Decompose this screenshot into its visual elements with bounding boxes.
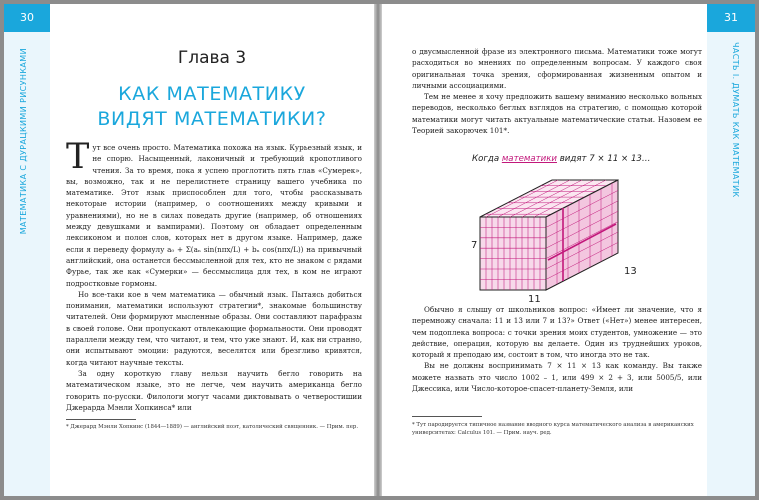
paragraph: о двусмысленной фразе из электронного письма. Математики тоже могут расходиться во мнениях по определенным вопросам. У каждого своя оригинальная точка зрения, сформированная жизненным опытом и личными ассоциациями. (412, 47, 702, 90)
chapter-title-line-2: ВИДЯТ МАТЕМАТИКИ? (97, 108, 327, 130)
book-spine (374, 4, 382, 496)
footnote-rule (66, 419, 136, 420)
right-body-text-top (412, 46, 702, 136)
footnote-left: * Джерард Мэнли Хопкинс (1844—1889) — английский поэт, католический священник. — Прим. пер. (66, 424, 359, 430)
chapter-title-line-1: КАК МАТЕМАТИКУ (118, 83, 306, 105)
paragraph: За одну короткую главу нельзя научить бегло говорить на математическом языке, это не легче, чем научить американца бегло говорить по-русски. Филологи могут часами диктовывать о четверостишии Джерарда Мэнли Хопкинса* или (66, 368, 362, 412)
label-depth: 13 (624, 266, 637, 277)
chapter-label: Глава 3 (177, 48, 247, 68)
chapter-title (50, 82, 374, 132)
paragraph: Тем не менее я хочу предложить вашему вниманию несколько вольных переводов, несколько беглых взглядов на стратегию, с помощью которой математики могут читать актуальные математические статьи. Назовем ее Теорией закорючек 101*. (412, 92, 702, 136)
side-title-left: МАТЕМАТИКА С ДУРАЦКИМИ РИСУНКАМИ (19, 48, 28, 235)
caption-after: видят 7 × 11 × 13… (559, 154, 651, 164)
page-number-right: 31 (707, 4, 755, 32)
label-height: 7 (471, 240, 478, 251)
paragraph-text: ут все очень просто. Математика похожа на язык. Курьезный язык, и не спорю. Насыщенный, лаконичный и требующий кропотливого чтения. За то время, пока я успею проглотить пять глав «Сумерек», вы, возможно, так и не перелистнете страницу вашего учебника по математике. Этот язык приспособлен для того, чтобы рассказывать некоторые истории (например, о соотношениях между кривыми и уравнениями), но не в силах поведать другие (например, об отношениях между девушками и вампирами). Поэтому он обладает определенным лексиконом и полон слов, которых нет в другом языке. Например, даже если я переведу формулу a₀ + Σ(aₙ sin(nπx/L) + bₙ cos(nπx/L)) на привычный английский, она останется бессмысленной для тех, кто не знаком с рядами Фурье, так же как «Сумерки» — бессмыслица для тех, в ком не играют подростковые гормоны. (66, 143, 362, 288)
footnote-rule (412, 416, 482, 417)
paragraph: Вы не должны воспринимать 7 × 11 × 13 как команду. Вы также можете назвать это число 1002 – 1, или 499 × 2 + 3, или 5005/5, или Джессика, или Число-которое-спасет-планету-Земля, или (412, 361, 702, 394)
right-body-text-bottom (412, 304, 702, 394)
footnote-right: * Тут пародируется типичное название вводного курса математического анализа в американских университетах: Calculus 101. — Прим. науч. ред. (412, 422, 694, 436)
right-page (382, 4, 755, 496)
caption-underlined: математики (501, 154, 557, 164)
paragraph (66, 137, 362, 289)
figure-caption (472, 154, 651, 164)
paragraph: Но все-таки кое в чем математика — обычный язык. Пытаясь добиться понимания, математики используют стратегии*, знакомые большинству читателей. Они формируют мысленные образы. Они составляют парафразы в своей голове. Они пропускают отвлекающие формальности. Они проводят параллели между тем, что читают, и тем, что уже знают. И, как ни странно, они испытывают эмоции: радуются, веселятся или брезгливо кривятся, когда читают научные тексты. (66, 289, 362, 367)
left-page (4, 4, 374, 496)
side-title-right: ЧАСТЬ I. ДУМАТЬ КАК МАТЕМАТИК (731, 42, 740, 198)
drop-cap: Т (66, 137, 90, 177)
page-number-left: 30 (4, 4, 50, 32)
box-grid-figure (468, 172, 668, 297)
label-width: 11 (528, 294, 541, 305)
left-body-text (66, 137, 362, 413)
caption-before: Когда (472, 154, 500, 164)
box-front-face (480, 217, 546, 290)
paragraph: Обычно я слышу от школьников вопрос: «Имеет ли значение, что я перемножу сначала: 11 и 13 или 7 и 13?» Ответ («Нет») менее интересен, чем подоплека вопроса: с точки зрения моих студентов, умножение — это действие, операция, которую вы делаете. Один из труднейших уроков, который я преподаю им, состоит в том, что иногда это не так. (412, 305, 702, 360)
